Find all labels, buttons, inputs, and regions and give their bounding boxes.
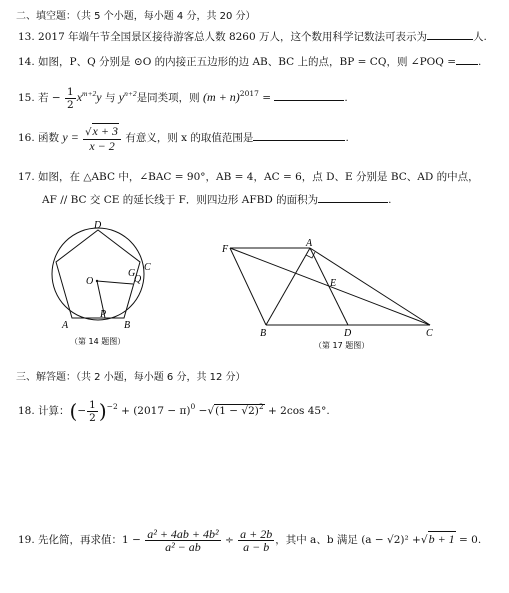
question-13 <box>18 30 487 44</box>
q17-number: 17. <box>18 171 35 183</box>
question-15 <box>18 82 348 112</box>
q18-number: 18. <box>18 405 35 417</box>
label-o: O <box>86 276 94 287</box>
q19-cond: ，其中 a、b 满足 (a − √2)² + <box>275 534 421 546</box>
segment-ab <box>266 248 310 325</box>
question-14 <box>18 55 481 69</box>
label-b: B <box>260 328 267 339</box>
q15-tail: . <box>344 92 348 104</box>
question-19: 19. 先化简，再求值：1 − $\frac{\text{a² + 4ab + 4b²}}{\text{a² − ab}}$ ÷ $\frac{a + 2b}{a - b}$ ，其中 a、b 满足 (a − √2)² +√b + 1 = 0. <box>18 526 482 554</box>
q15-mid: 与 <box>104 92 116 104</box>
q15-expr: (m + n) <box>203 90 240 104</box>
label-b: B <box>124 320 131 331</box>
q16-y: y = <box>62 130 79 144</box>
label-g: G <box>128 268 136 279</box>
q17-line1: 如图，在 △ABC 中，∠BAC = 90°，AB = 4，AC = 6，点 D、E 分别是 BC、AD 的中点， <box>38 171 479 183</box>
label-e: E <box>330 278 337 289</box>
label-d: D <box>344 328 352 339</box>
q16-tail: . <box>345 132 349 144</box>
q13-answer-blank[interactable] <box>427 30 473 40</box>
figure-14 <box>42 218 172 350</box>
q19-fraction2: $\frac{a + 2b}{a - b}$ <box>240 526 273 554</box>
q18-part4: + 2cos 45°. <box>268 405 330 417</box>
segment-oq <box>97 281 133 284</box>
segment-ad <box>310 248 348 325</box>
label-d: D <box>94 220 102 231</box>
label-p: P <box>100 309 107 320</box>
q18-sqrt: $(1 - √2)^2$ <box>215 402 264 417</box>
q14-tail: . <box>478 56 482 68</box>
figure-14-caption: （第 14 题图） <box>70 337 126 346</box>
label-q: Q <box>134 274 142 285</box>
q16-text: 有意义，则 x 的取值范围是 <box>125 132 254 144</box>
q18-part3: − <box>198 405 208 417</box>
label-a: A <box>306 238 313 249</box>
label-c: C <box>426 328 433 339</box>
q19-cond-tail: = 0. <box>459 534 482 546</box>
question-16 <box>18 122 349 152</box>
q19-number: 19. <box>18 534 35 546</box>
segment-ac <box>310 248 430 325</box>
center-point <box>96 280 98 282</box>
q16-number: 16. <box>18 132 35 144</box>
q14-number: 14. <box>18 56 35 68</box>
q16-answer-blank[interactable] <box>253 131 345 141</box>
q16-fraction: $\frac{√x + 3}{x - 2}$ <box>83 125 121 152</box>
figure-17-caption: （第 17 题图） <box>314 341 370 350</box>
q15-term2: $y^{n+2}$ <box>118 89 137 104</box>
q14-answer-blank[interactable] <box>456 55 478 65</box>
section-fill-header: 二、填空题：（共 5 个小题，每小题 4 分，共 20 分） <box>16 11 256 22</box>
q19-cond-sqrt: b + 1 <box>428 532 455 546</box>
q19-pre: 先化简，再求值：1 − <box>38 534 141 546</box>
section-answer-header: 三、解答题：（共 2 小题，每小题 6 分，共 12 分） <box>16 372 246 383</box>
label-f: F <box>222 244 229 255</box>
q13-tail: 人. <box>473 31 487 43</box>
q17-tail: . <box>388 194 392 206</box>
q16-pre: 函数 <box>38 132 60 144</box>
q19-fraction1: $\frac{\text{a² + 4ab + 4b²}}{\text{a² − ab}}$ <box>147 526 219 554</box>
q15-eq: = <box>262 92 272 104</box>
q15-answer-blank[interactable] <box>274 91 344 101</box>
q17-line2: AF // BC 交 CE 的延长线于 F．则四边形 AFBD 的面积为 <box>42 194 319 206</box>
q14-text: 如图，P、Q 分别是 ⊙O 的内接正五边形的边 AB、BC 上的点，BP = CQ，则 ∠POQ = <box>38 56 457 68</box>
q15-exp: 2017 <box>239 89 259 98</box>
q18-part2: + (2017 − π) <box>121 405 191 417</box>
label-a: A <box>62 320 69 331</box>
question-18: 18. 计算：(− $\frac{1}{2}$ )$^{-2} + (2017 - \pi)^0 -√(1 - √2)^2 + 2\cos$ 45°. <box>18 398 330 424</box>
label-c: C <box>144 262 151 273</box>
q15-pre: 若 − <box>38 92 61 104</box>
q15-term1: $x^{m+2}y$ <box>76 89 102 104</box>
q15-number: 15. <box>18 92 35 104</box>
q18-pre: 计算： <box>38 405 70 417</box>
q15-fraction: $\frac{1}{2}$ <box>67 85 74 111</box>
question-17-line1 <box>18 170 479 184</box>
q13-number: 13. <box>18 31 35 43</box>
q17-answer-blank[interactable] <box>318 193 388 203</box>
q18-fraction: $\frac{1}{2}$ <box>89 398 96 424</box>
q19-div: ÷ <box>224 534 234 546</box>
q18-exp-m2: −2 <box>106 402 118 411</box>
figure-17 <box>218 238 440 354</box>
q15-then: 是同类项，则 <box>136 92 200 104</box>
question-17-line2 <box>42 193 391 207</box>
q13-text: 2017 年端午节全国景区接待游客总人数 8260 万人，这个数用科学记数法可表示为 <box>38 31 428 43</box>
